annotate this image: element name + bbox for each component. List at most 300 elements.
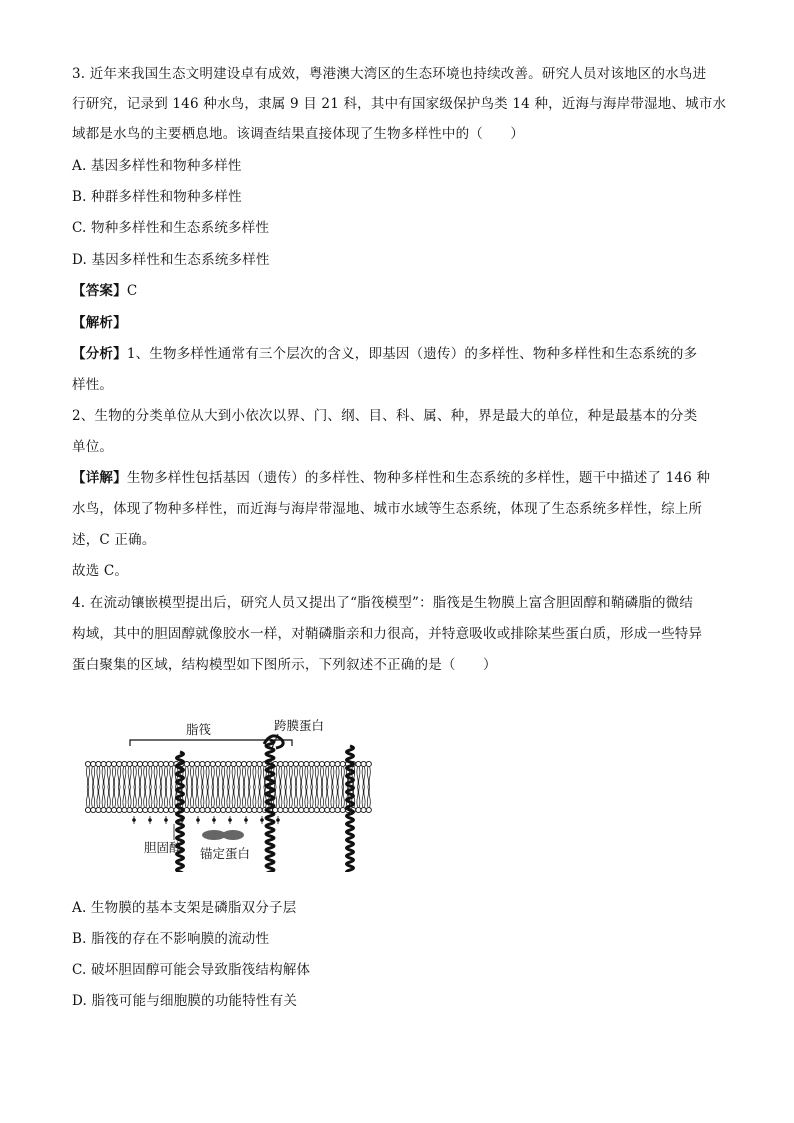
lipid-tail [87, 767, 88, 787]
lipid-tail [263, 767, 264, 787]
lipid-tail [92, 767, 93, 787]
lipid-head [153, 807, 158, 812]
lipid-tail [198, 767, 199, 787]
lipid-tail [295, 787, 296, 807]
lipid-tail [185, 767, 186, 787]
lipid-head [231, 807, 236, 812]
q4-stem-line-3: 蛋白聚集的区域，结构模型如下图所示，下列叙述不正确的是（ ） [72, 657, 497, 673]
lipid-tail [125, 767, 126, 787]
lipid-tail [113, 787, 114, 807]
lipid-tail [201, 787, 202, 807]
lipid-head [163, 761, 168, 766]
lipid-tail [343, 787, 344, 807]
lipid-tail [203, 767, 204, 787]
lipid-head [101, 807, 106, 812]
lipid-head [215, 807, 220, 812]
lipid-head [205, 761, 210, 766]
lipid-tail [201, 767, 202, 787]
lipid-tail [144, 767, 145, 787]
lipid-head [127, 807, 132, 812]
lipid-tail [243, 787, 244, 807]
lipid-tail [128, 767, 129, 787]
lipid-tail [333, 787, 334, 807]
lipid-tail [321, 787, 322, 807]
lipid-tail [276, 767, 277, 787]
lipid-head [221, 807, 226, 812]
protein-helix [266, 740, 274, 872]
lipid-head [163, 807, 168, 812]
lipid-tail [281, 767, 282, 787]
lipid-tail [286, 767, 287, 787]
lipid-tail [120, 767, 121, 787]
lipid-tail [260, 767, 261, 787]
lipid-tail [281, 787, 282, 807]
lipid-tail [328, 787, 329, 807]
lipid-tail [364, 767, 365, 787]
lipid-tail [109, 787, 110, 807]
q3-option-c: C. 物种多样性和生态系统多样性 [72, 220, 270, 236]
lipid-tail [341, 767, 342, 787]
lipid-tail [322, 787, 323, 807]
lipid-head [340, 761, 345, 766]
lipid-tail [88, 767, 89, 787]
lipid-tail [253, 767, 254, 787]
lipid-tail [156, 767, 157, 787]
lipid-tail [120, 787, 121, 807]
lipid-head [148, 807, 153, 812]
lipid-tail [222, 767, 223, 787]
q4-option-b: B. 脂筏的存在不影响膜的流动性 [72, 931, 270, 947]
lipid-head [293, 807, 298, 812]
lipid-head [106, 807, 111, 812]
lipid-tail [284, 767, 285, 787]
lipid-tail [130, 767, 131, 787]
lipid-tail [244, 787, 245, 807]
lipid-tail [191, 787, 192, 807]
lipid-tail [357, 787, 358, 807]
lipid-tail [331, 767, 332, 787]
lipid-tail [107, 767, 108, 787]
lipid-head [137, 807, 142, 812]
lipid-head [85, 761, 90, 766]
lipid-tail [151, 787, 152, 807]
lipid-tail [149, 787, 150, 807]
lipid-tail [166, 767, 167, 787]
lipid-head [101, 761, 106, 766]
lipid-tail [198, 787, 199, 807]
lipid-tail [213, 767, 214, 787]
lipid-tail [279, 767, 280, 787]
lipid-head [91, 761, 96, 766]
lipid-tail [343, 767, 344, 787]
lipid-head [278, 761, 283, 766]
lipid-tail [187, 787, 188, 807]
lipid-head [91, 807, 96, 812]
lipid-tail [338, 787, 339, 807]
lipid-head [215, 761, 220, 766]
lipid-tail [237, 787, 238, 807]
lipid-tail [296, 787, 297, 807]
lipid-tail [151, 767, 152, 787]
lipid-tail [255, 767, 256, 787]
lipid-head [236, 761, 241, 766]
lipid-tail [135, 787, 136, 807]
lipid-head [241, 807, 246, 812]
lipid-tail [296, 767, 297, 787]
lipid-tail [139, 767, 140, 787]
lipid-tail [172, 787, 173, 807]
lipid-tail [289, 767, 290, 787]
q4-stem-line-2: 构域，其中的胆固醇就像胶水一样，对鞘磷脂亲和力很高，并特意吸收或排除某些蛋白质，形成一些特异 [72, 626, 703, 642]
lipid-tail [191, 767, 192, 787]
lipid-tail [123, 787, 124, 807]
lipid-head [325, 807, 330, 812]
lipid-tail [161, 787, 162, 807]
lipid-tail [161, 767, 162, 787]
lipid-tail [218, 787, 219, 807]
lipid-tail [222, 787, 223, 807]
q4-stem-line-1: 4. 在流动镶嵌模型提出后，研究人员又提出了“脂筏模型”：脂筏是生物膜上富含胆固醇和鞘磷脂的微结 [72, 595, 694, 611]
lipid-tail [286, 787, 287, 807]
q3-option-a: A. 基因多样性和物种多样性 [72, 158, 242, 174]
lipid-tail [99, 767, 100, 787]
lipid-head [283, 807, 288, 812]
lipid-tail [357, 767, 358, 787]
lipid-tail [362, 767, 363, 787]
lipid-tail [326, 787, 327, 807]
lipid-tail [165, 787, 166, 807]
lipid-tail [114, 767, 115, 787]
lipid-tail [139, 787, 140, 807]
lipid-tail [248, 767, 249, 787]
lipid-tail [255, 787, 256, 807]
lipid-tail [213, 787, 214, 807]
q4-option-a: A. 生物膜的基本支架是磷脂双分子层 [72, 900, 297, 916]
lipid-head [205, 807, 210, 812]
lipid-tail [165, 767, 166, 787]
lipid-head [319, 761, 324, 766]
lipid-tail [118, 767, 119, 787]
lipid-tail [206, 787, 207, 807]
lipid-head [189, 807, 194, 812]
detail-line-4: 故选 C。 [72, 563, 129, 579]
lipid-head [304, 761, 309, 766]
lipid-head [340, 807, 345, 812]
lipid-tail [234, 767, 235, 787]
lipid-tail [229, 787, 230, 807]
lipid-tail [284, 787, 285, 807]
lipid-tail [217, 787, 218, 807]
lipid-tail [135, 767, 136, 787]
lipid-tail [166, 787, 167, 807]
lipid-tail [102, 767, 103, 787]
lipid-tail [229, 767, 230, 787]
anchor-protein-part-2 [222, 830, 244, 840]
fenxi-line-3: 2、生物的分类单位从大到小依次以界、门、纲、目、科、属、种，界是最大的单位，种是最基本的分类 [72, 408, 698, 424]
lipid-head [293, 761, 298, 766]
lipid-tail [196, 767, 197, 787]
lipid-head [200, 807, 205, 812]
lipid-tail [237, 767, 238, 787]
lipid-tail [369, 787, 370, 807]
lipid-head [257, 807, 262, 812]
lipid-tail [99, 787, 100, 807]
lipid-tail [123, 767, 124, 787]
lipid-tail [250, 767, 251, 787]
lipid-tail [239, 767, 240, 787]
lipid-head [117, 761, 122, 766]
lipid-tail [315, 787, 316, 807]
lipid-tail [258, 767, 259, 787]
lipid-tail [276, 787, 277, 807]
lipid-head [122, 761, 127, 766]
lipid-tail [97, 767, 98, 787]
lipid-head [283, 761, 288, 766]
lipid-head [361, 761, 366, 766]
lipid-tail [232, 767, 233, 787]
lipid-head [278, 807, 283, 812]
lipid-head [304, 807, 309, 812]
lipid-tail [185, 787, 186, 807]
lipid-tail [154, 767, 155, 787]
raft-label: 脂筏 [186, 722, 212, 737]
lipid-tail [328, 767, 329, 787]
lipid-head [111, 807, 116, 812]
lipid-tail [187, 767, 188, 787]
lipid-head [241, 761, 246, 766]
lipid-head [221, 761, 226, 766]
lipid-tail [102, 787, 103, 807]
lipid-tail [333, 767, 334, 787]
lipid-tail [175, 767, 176, 787]
answer-tag: 【答案】 [72, 283, 127, 299]
lipid-tail [239, 787, 240, 807]
lipid-tail [92, 787, 93, 807]
lipid-tail [94, 787, 95, 807]
lipid-head [247, 807, 252, 812]
lipid-head [335, 807, 340, 812]
lipid-tail [144, 787, 145, 807]
lipid-tail [109, 767, 110, 787]
lipid-tail [140, 787, 141, 807]
lipid-head [210, 761, 215, 766]
lipid-head [299, 807, 304, 812]
lipid-tail [369, 767, 370, 787]
lipid-tail [232, 787, 233, 807]
fenxi-text-1: 1、生物多样性通常有三个层次的含义，即基因（遗传）的多样性、物种多样性和生态系统的多 [126, 346, 698, 362]
lipid-head [153, 761, 158, 766]
lipid-tail [362, 787, 363, 807]
lipid-tail [250, 787, 251, 807]
fenxi-line-2: 样性。 [72, 377, 114, 393]
lipid-head [309, 761, 314, 766]
lipid-tail [317, 787, 318, 807]
lipid-head [309, 807, 314, 812]
q3-stem-line-2: 行研究，记录到 146 种水鸟，隶属 9 目 21 科，其中有国家级保护鸟类 14 种，近海与海岸带湿地、城市水 [72, 96, 727, 112]
lipid-tail [192, 787, 193, 807]
lipid-tail [208, 767, 209, 787]
lipid-head [210, 807, 215, 812]
q3-stem-line-3: 域都是水鸟的主要栖息地。该调查结果直接体现了生物多样性中的（ ） [72, 126, 525, 142]
lipid-tail [125, 787, 126, 807]
lipid-tail [170, 767, 171, 787]
detail-line-2: 水鸟，体现了物种多样性，而近海与海岸带湿地、城市水域等生态系统，体现了生态系统多样性，综上所 [72, 501, 703, 517]
lipid-tail [307, 767, 308, 787]
lipid-tail [206, 767, 207, 787]
lipid-tail [130, 787, 131, 807]
membrane-diagram [82, 712, 382, 872]
q3-stem-line-1: 3. 近年来我国生态文明建设卓有成效，粤港澳大湾区的生态环境也持续改善。研究人员对该地区的水鸟进 [72, 66, 707, 82]
lipid-tail [227, 787, 228, 807]
lipid-tail [217, 767, 218, 787]
lipid-tail [208, 787, 209, 807]
lipid-tail [94, 767, 95, 787]
lipid-tail [307, 787, 308, 807]
lipid-tail [258, 787, 259, 807]
lipid-head [106, 761, 111, 766]
lipid-tail [118, 787, 119, 807]
lipid-tail [196, 787, 197, 807]
lipid-tail [321, 767, 322, 787]
lipid-tail [322, 767, 323, 787]
lipid-tail [149, 767, 150, 787]
lipid-tail [305, 787, 306, 807]
lipid-tail [218, 767, 219, 787]
fenxi-tag: 【分析】 [72, 346, 127, 362]
lipid-tail [159, 787, 160, 807]
lipid-tail [364, 787, 365, 807]
lipid-head [335, 761, 340, 766]
lipid-tail [97, 787, 98, 807]
lipid-head [137, 761, 142, 766]
detail-tag: 【详解】 [72, 470, 127, 486]
lipid-head [226, 807, 231, 812]
lipid-tail [104, 787, 105, 807]
phospholipid-bilayer [85, 761, 371, 840]
lipid-head [288, 807, 293, 812]
lipid-head [257, 761, 262, 766]
lipid-head [132, 807, 137, 812]
lipid-tail [211, 767, 212, 787]
lipid-head [143, 807, 148, 812]
lipid-head [252, 807, 257, 812]
lipid-head [356, 807, 361, 812]
lipid-tail [104, 767, 105, 787]
lipid-tail [146, 787, 147, 807]
lipid-tail [170, 787, 171, 807]
lipid-head [158, 807, 163, 812]
lipid-tail [336, 787, 337, 807]
lipid-tail [113, 767, 114, 787]
lipid-head [195, 761, 200, 766]
answer-value: C [126, 283, 138, 299]
lipid-tail [234, 787, 235, 807]
q4-option-c: C. 破坏胆固醇可能会导致脂筏结构解体 [72, 962, 311, 978]
lipid-tail [279, 787, 280, 807]
cholesterol-label: 胆固醇 [144, 840, 182, 855]
lipid-tail [224, 767, 225, 787]
lipid-head [231, 761, 236, 766]
lipid-tail [133, 787, 134, 807]
lipid-tail [88, 787, 89, 807]
lipid-head [356, 761, 361, 766]
lipid-head [366, 807, 371, 812]
lipid-tail [310, 787, 311, 807]
fenxi-line-4: 单位。 [72, 439, 114, 455]
lipid-tail [295, 767, 296, 787]
lipid-tail [243, 767, 244, 787]
lipid-head [132, 761, 137, 766]
lipid-tail [291, 787, 292, 807]
lipid-head [189, 761, 194, 766]
lipid-head [127, 761, 132, 766]
lipid-tail [154, 787, 155, 807]
lipid-tail [341, 787, 342, 807]
lipid-head [288, 761, 293, 766]
lipid-tail [305, 767, 306, 787]
lipid-head [314, 807, 319, 812]
lipid-tail [312, 787, 313, 807]
analysis-tag: 【解析】 [72, 315, 127, 331]
q4-option-d: D. 脂筏可能与细胞膜的功能特性有关 [72, 993, 298, 1009]
lipid-head [195, 807, 200, 812]
lipid-head [366, 761, 371, 766]
q3-answer-row [72, 281, 137, 301]
lipid-head [85, 807, 90, 812]
lipid-head [158, 761, 163, 766]
lipid-tail [146, 767, 147, 787]
lipid-head [122, 807, 127, 812]
lipid-tail [312, 767, 313, 787]
detail-line-1 [72, 468, 710, 488]
lipid-head [143, 761, 148, 766]
lipid-tail [300, 787, 301, 807]
lipid-head [361, 807, 366, 812]
lipid-head [236, 807, 241, 812]
lipid-raft-figure [82, 712, 382, 872]
lipid-tail [87, 787, 88, 807]
lipid-tail [302, 767, 303, 787]
lipid-head [169, 761, 174, 766]
lipid-tail [133, 767, 134, 787]
lipid-tail [224, 787, 225, 807]
lipid-head [252, 761, 257, 766]
lipid-tail [203, 787, 204, 807]
lipid-tail [338, 767, 339, 787]
lipid-tail [244, 767, 245, 787]
lipid-tail [359, 767, 360, 787]
lipid-tail [359, 787, 360, 807]
lipid-head [330, 761, 335, 766]
lipid-head [325, 761, 330, 766]
lipid-tail [302, 787, 303, 807]
lipid-tail [331, 787, 332, 807]
transmembrane-protein-label: 跨膜蛋白 [274, 718, 325, 733]
lipid-head [169, 807, 174, 812]
lipid-tail [211, 787, 212, 807]
lipid-tail [159, 767, 160, 787]
lipid-tail [140, 767, 141, 787]
q3-option-d: D. 基因多样性和生态系统多样性 [72, 252, 270, 268]
lipid-tail [310, 767, 311, 787]
lipid-head [148, 761, 153, 766]
lipid-head [319, 807, 324, 812]
lipid-head [330, 807, 335, 812]
lipid-tail [315, 767, 316, 787]
lipid-tail [227, 767, 228, 787]
lipid-tail [128, 787, 129, 807]
lipid-head [226, 761, 231, 766]
